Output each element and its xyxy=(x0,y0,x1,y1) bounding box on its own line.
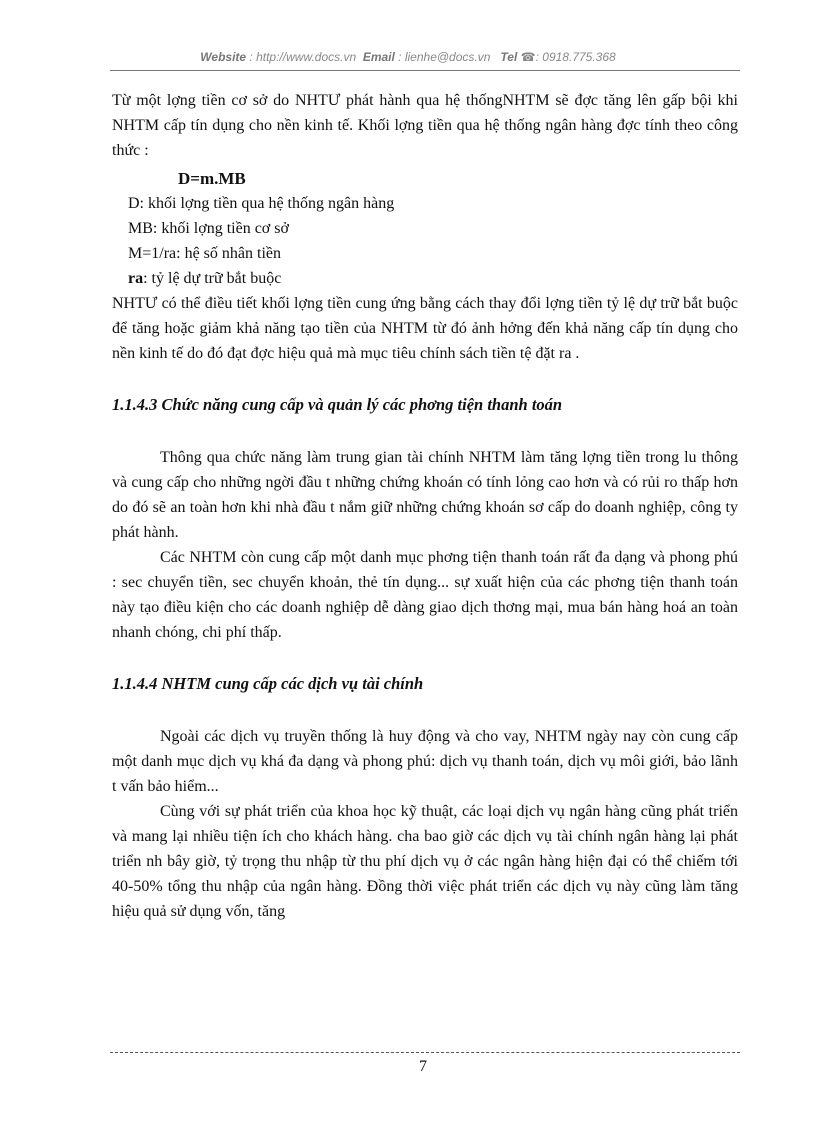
email-value[interactable]: : lienhe@docs.vn xyxy=(398,50,491,64)
ra-definition-text: : tỷ lệ dự trữ bắt buộc xyxy=(143,270,282,287)
page-header xyxy=(0,50,816,64)
paragraph-money-creation: Từ một lợng tiền cơ sở do NHTƯ phát hành qua hệ thốngNHTM sẽ đợc tăng lên gấp bội khi NHTM cấp tín dụng cho nền kinh tế. Khối lợng tiền qua hệ thống ngân hàng đợc tính theo công thức : xyxy=(112,92,738,159)
page-body xyxy=(112,88,738,924)
paragraph-service-development: Cùng với sự phát triển của khoa học kỹ thuật, các loại dịch vụ ngân hàng cũng phát triển và mang lại nhiều tiện ích cho khách hàng. cha bao giờ các dịch vụ tài chính ngân hàng lại phát triển nh bây giờ, tỷ trọng thu nhập từ thu phí dịch vụ ở các ngân hàng hiện đại có thể chiếm tới 40-50% tổng thu nhập của ngân hàng. Đồng thời việc phát triển các dịch vụ này cũng làm tăng hiệu quả sử dụng vốn, tăng xyxy=(112,803,738,920)
definition-mb: MB: khối lợng tiền cơ sở xyxy=(128,220,289,237)
website-value[interactable]: : http://www.docs.vn xyxy=(249,50,357,64)
paragraph-intermediary: Thông qua chức năng làm trung gian tài chính NHTM làm tăng lợng tiền trong lu thông và cung cấp cho những ngời đầu t những chứng khoán có tính lỏng cao hơn và có rủi ro thấp hơn do đó sẽ an toàn hơn khi nhà đầu t nắm giữ những chứng khoán sơ cấp do doanh nghiệp, công ty phát hành. xyxy=(112,449,738,541)
website-label: Website xyxy=(200,50,247,64)
footer-divider xyxy=(110,1052,740,1053)
paragraph-reserve-ratio: NHTƯ có thể điều tiết khối lợng tiền cung ứng bằng cách thay đổi lợng tiền tỷ lệ dự trữ bắt buộc để tăng hoặc giảm khả năng tạo tiền của NHTM từ đó ảnh hởng đến khả năng cấp tín dụng cho nền kinh tế do đó đạt đợc hiệu quả mà mục tiêu chính sách tiền tệ đặt ra . xyxy=(112,295,738,362)
section-heading-payment: 1.1.4.3 Chức năng cung cấp và quản lý các phơng tiện thanh toán xyxy=(112,395,563,414)
email-label: Email xyxy=(362,50,395,64)
ra-symbol: ra xyxy=(128,270,144,287)
paragraph-payment-instruments: Các NHTM còn cung cấp một danh mục phơng tiện thanh toán rất đa dạng và phong phú : sec chuyển tiền, sec chuyển khoản, thẻ tín dụng... sự xuất hiện của các phơng tiện thanh toán này tạo điều kiện cho các doanh nghiệp dễ dàng giao dịch thơng mại, mua bán hàng hoá an toàn nhanh chóng, chi phí thấp. xyxy=(112,549,738,641)
tel-label: Tel xyxy=(500,50,518,64)
tel-value: ☎: 0918.775.368 xyxy=(520,50,616,64)
definition-m: M=1/ra: hệ số nhân tiền xyxy=(128,245,281,262)
section-heading-services: 1.1.4.4 NHTM cung cấp các dịch vụ tài chính xyxy=(112,674,424,693)
formula: D=m.MB xyxy=(178,169,246,188)
paragraph-traditional-services: Ngoài các dịch vụ truyền thống là huy động và cho vay, NHTM ngày nay còn cung cấp một danh mục dịch vụ khá đa dạng và phong phú: dịch vụ thanh toán, dịch vụ môi giới, bảo lãnh t vấn bảo hiểm... xyxy=(112,728,738,795)
page-number: 7 xyxy=(419,1058,427,1075)
header-divider xyxy=(110,70,740,71)
definition-d: D: khối lợng tiền qua hệ thống ngân hàng xyxy=(128,195,395,212)
definition-ra xyxy=(128,266,738,291)
